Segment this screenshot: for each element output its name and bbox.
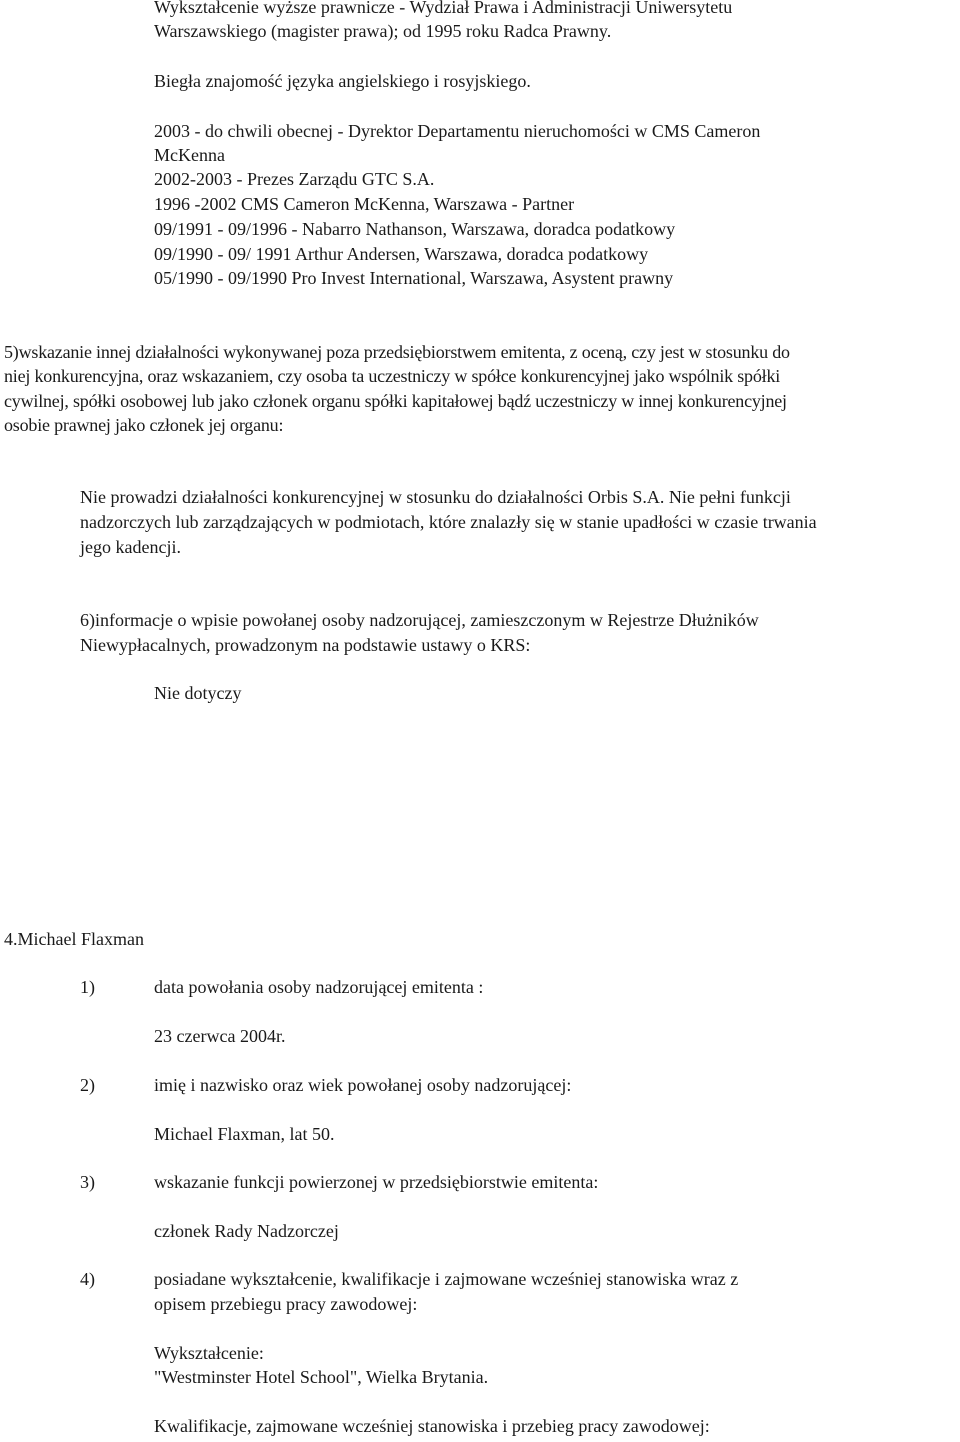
section5-heading-line-2: niej konkurencyjna, oraz wskazaniem, czy osoba ta uczestniczy w spółce konkurencyjnej jako wspólnik spółki xyxy=(4,366,781,386)
section6-heading-line-1: 6)informacje o wpisie powołanej osoby nadzorującej, zamieszczonym w Rejestrze Dłużników xyxy=(80,610,759,630)
item-2-value: Michael Flaxman, lat 50. xyxy=(154,1124,335,1144)
section5-answer-line-2: nadzorczych lub zarządzających w podmiotach, które znalazły się w stanie upadłości w czasie trwania xyxy=(80,512,817,532)
section6-answer: Nie dotyczy xyxy=(154,683,242,703)
career-line-7: 05/1990 - 09/1990 Pro Invest International, Warszawa, Asystent prawny xyxy=(154,268,674,288)
section5-heading-line-4: osobie prawnej jako członek jej organu: xyxy=(4,415,284,435)
section5-answer-line-3: jego kadencji. xyxy=(80,537,181,557)
item-4-label-line-1: posiadane wykształcenie, kwalifikacje i zajmowane wcześniej stanowiska wraz z xyxy=(154,1269,739,1289)
career-line-1: 2003 - do chwili obecnej - Dyrektor Departamentu nieruchomości w CMS Cameron xyxy=(154,121,761,141)
item-4-label-line-2: opisem przebiegu pracy zawodowej: xyxy=(154,1294,418,1314)
education-line-2: Warszawskiego (magister prawa); od 1995 roku Radca Prawny. xyxy=(154,21,612,41)
education-label: Wykształcenie: xyxy=(154,1343,264,1363)
item-4-number: 4) xyxy=(80,1269,95,1289)
career-line-4: 1996 -2002 CMS Cameron McKenna, Warszawa - Partner xyxy=(154,194,575,214)
education-value: "Westminster Hotel School", Wielka Brytania. xyxy=(154,1367,489,1387)
qualifications-label: Kwalifikacje, zajmowane wcześniej stanowiska i przebieg pracy zawodowej: xyxy=(154,1416,710,1436)
career-line-5: 09/1991 - 09/1996 - Nabarro Nathanson, Warszawa, doradca podatkowy xyxy=(154,219,676,239)
item-1-value: 23 czerwca 2004r. xyxy=(154,1026,286,1046)
section5-heading-line-1: 5)wskazanie innej działalności wykonywanej poza przedsiębiorstwem emitenta, z oceną, czy jest w stosunku do xyxy=(4,342,790,362)
item-2-label: imię i nazwisko oraz wiek powołanej osoby nadzorującej: xyxy=(154,1075,572,1095)
career-line-3: 2002-2003 - Prezes Zarządu GTC S.A. xyxy=(154,169,435,189)
education-line-1: Wykształcenie wyższe prawnicze - Wydział Prawa i Administracji Uniwersytetu xyxy=(154,0,733,17)
languages-line: Biegła znajomość języka angielskiego i rosyjskiego. xyxy=(154,71,531,91)
section5-heading-line-3: cywilnej, spółki osobowej lub jako członek organu spółki kapitałowej bądź uczestniczy w innej konkurencyjnej xyxy=(4,391,787,411)
career-line-2: McKenna xyxy=(154,145,225,165)
item-3-value: członek Rady Nadzorczej xyxy=(154,1221,339,1241)
item-3-label: wskazanie funkcji powierzonej w przedsiębiorstwie emitenta: xyxy=(154,1172,599,1192)
item-3-number: 3) xyxy=(80,1172,95,1192)
item-1-label: data powołania osoby nadzorującej emitenta : xyxy=(154,977,484,997)
career-line-6: 09/1990 - 09/ 1991 Arthur Andersen, Warszawa, doradca podatkowy xyxy=(154,244,649,264)
item-1-number: 1) xyxy=(80,977,95,997)
section6-heading-line-2: Niewypłacalnych, prowadzonym na podstawie ustawy o KRS: xyxy=(80,635,531,655)
person-title: 4.Michael Flaxman xyxy=(4,929,144,949)
section5-answer-line-1: Nie prowadzi działalności konkurencyjnej w stosunku do działalności Orbis S.A. Nie pełni funkcji xyxy=(80,487,791,507)
item-2-number: 2) xyxy=(80,1075,95,1095)
